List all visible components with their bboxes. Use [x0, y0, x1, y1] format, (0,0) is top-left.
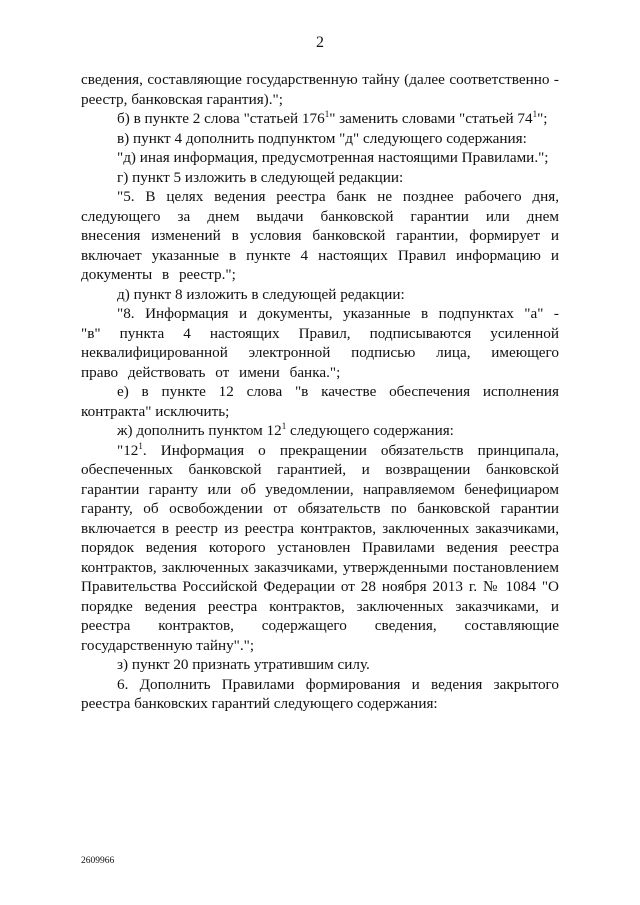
paragraph-continuation: сведения, составляющие государственную тайну (далее соответственно - реестр, банковская гарантия).";: [81, 71, 559, 108]
paragraph-point-5: "5. В целях ведения реестра банк не позднее рабочего дня, следующего за днем выдачи банковской гарантии или днем внесения изменений в условия банковской гарантии, формирует и включает указанные в пункте 4 настоящих Правил информацию и документы в реестр.";: [81, 188, 559, 283]
paragraph-point-12-1: [81, 441, 559, 656]
paragraph-zh-text-2: следующего содержания:: [286, 422, 454, 439]
paragraph-point-8: "8. Информация и документы, указанные в подпунктах "а" - "в" пункта 4 настоящих Правил, подписываются усиленной неквалифицированной электронной подписью лица, имеющего право действовать от имени банка.";: [81, 305, 559, 381]
paragraph-zh: [81, 421, 559, 441]
paragraph-b-text-2: " заменить словами "статьей 74: [329, 110, 533, 127]
superscript: 1: [532, 108, 538, 119]
page-number: 2: [316, 34, 324, 51]
paragraph-point-12-1-text-1: "12: [117, 441, 139, 459]
document-code: 2609966: [81, 856, 115, 866]
paragraph-e: е) в пункте 12 слова "в качестве обеспечения исполнения контракта" исключить;: [81, 383, 559, 420]
paragraph-b: [81, 109, 559, 129]
paragraph-zh-text-1: ж) дополнить пунктом 12: [117, 422, 282, 439]
paragraph-point-12-1-text-2: . Информация о прекращении обязательств принципала, обеспеченных банковской гарантией, и возвращении банковской гарантии гаранту или об уведомлении, направляемом бенефициаром гаранту, об освобождении от обязательств по банковской гарантии включается в реестр из реестра контрактов, заключенных заказчиками, порядок ведения которого установлен Правилами ведения реестра контрактов, заключенных заказчиками, утвержденными постановлением Правительства Российской Федерации от 28 ноября 2013 г. № 1084 "О порядке ведения реестра контрактов, заключенных заказчиками, и реестра контрактов, содержащего сведения, составляющие государственную тайну".";: [81, 441, 559, 654]
paragraph-z: з) пункт 20 признать утратившим силу.: [117, 656, 370, 673]
paragraph-6: 6. Дополнить Правилами формирования и ведения закрытого реестра банковских гарантий следующего содержания:: [81, 675, 559, 712]
paragraph-b-text-1: б) в пункте 2 слова "статьей 176: [117, 110, 325, 127]
paragraph-g: г) пункт 5 изложить в следующей редакции:: [117, 168, 404, 186]
superscript: 1: [281, 420, 287, 431]
paragraph-d: д) пункт 8 изложить в следующей редакции:: [117, 285, 405, 303]
superscript: 1: [138, 440, 143, 451]
document-body: [81, 70, 559, 714]
paragraph-b-text-3: ";: [537, 110, 548, 127]
paragraph-v: в) пункт 4 дополнить подпунктом "д" следующего содержания:: [117, 129, 527, 147]
paragraph-d-quote: "д) иная информация, предусмотренная настоящими Правилами.";: [117, 149, 549, 166]
superscript: 1: [324, 108, 330, 119]
